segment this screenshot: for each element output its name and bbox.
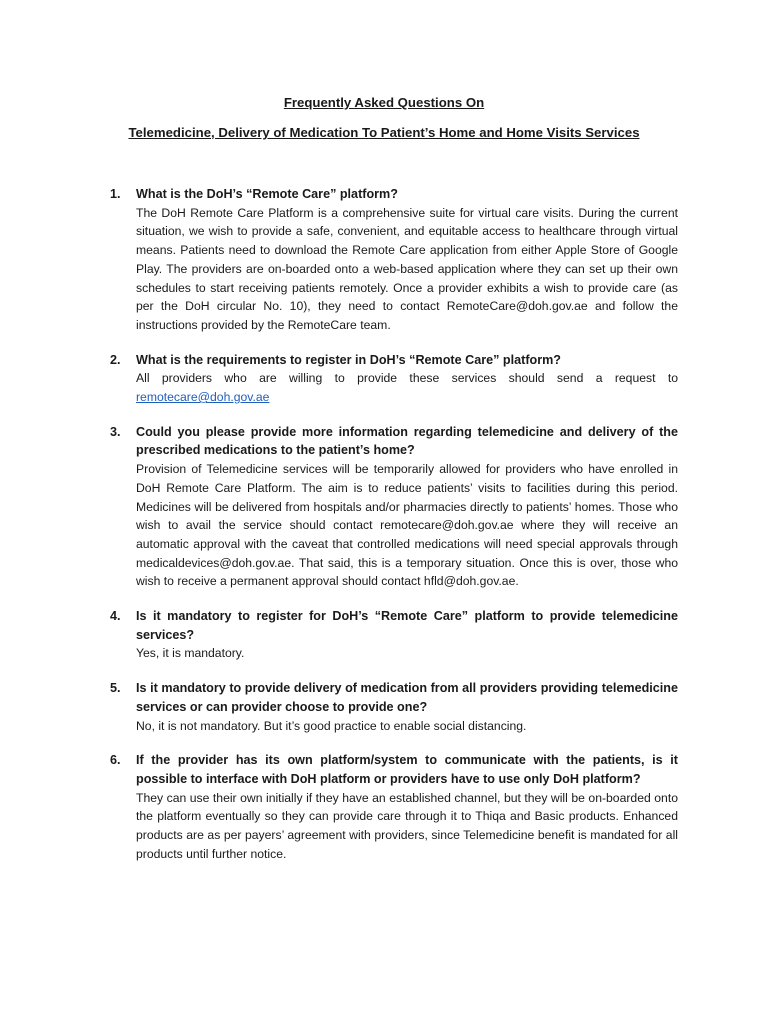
faq-answer: No, it is not mandatory. But it’s good practice to enable social distancing.	[136, 718, 527, 733]
faq-item-1	[110, 185, 678, 335]
faq-item-4	[110, 607, 678, 663]
faq-item-6	[110, 751, 678, 863]
faq-number: 3.	[110, 424, 121, 439]
email-link[interactable]: remotecare@doh.gov.ae	[136, 390, 270, 405]
faq-answer: Yes, it is mandatory.	[136, 646, 245, 661]
faq-answer: Provision of Telemedicine services will be temporarily allowed for providers who have enrolled in DoH Remote Care Platform. The aim is to reduce patients’ visits to facilities during this period. Medicines will be delivered from hospitals and/or pharmacies directly to patients’ homes. Those who wish to avail the service should contact remotecare@doh.gov.ae where they will receive an automatic approval with the caveat that controlled medications will need special approvals through medicaldevices@doh.gov.ae. That said, this is a temporary situation. Once this is over, those who wish to receive a permanent approval should contact hfld@doh.gov.ae.	[136, 462, 678, 589]
document-subtitle: Telemedicine, Delivery of Medication To Patient’s Home and Home Visits Services	[128, 125, 640, 140]
faq-number: 1.	[110, 187, 121, 201]
faq-answer-text: All providers who are willing to provide these services should send a request to	[136, 371, 678, 386]
faq-number: 5.	[110, 681, 121, 696]
faq-answer: The DoH Remote Care Platform is a comprehensive suite for virtual care visits. During the current situation, we wish to provide a safe, convenient, and equitable access to healthcare through virtual means. Patients need to download the Remote Care application from either Apple Store of Google Play. The providers are on-boarded onto a web-based application where they can set up their own schedules to start receiving patients remotely. Once a provider exhibits a wish to provide care (as per the DoH circular No. 10), they need to contact RemoteCare@doh.gov.ae and follow the instructions provided by the RemoteCare team.	[136, 205, 678, 332]
faq-item-3	[110, 423, 678, 591]
faq-number: 4.	[110, 609, 121, 624]
faq-question: Is it mandatory to provide delivery of medication from all providers providing telemedicine services or can provider choose to provide one?	[136, 681, 678, 714]
document-title: Frequently Asked Questions On	[283, 95, 485, 110]
faq-answer: They can use their own initially if they have an established channel, but they will be on-boarded onto the platform eventually so they can provide care through it to Thiqa and Basic products. Enhanced products are as per payers’ agreement with providers, since Telemedicine benefit is mandated for all products until further notice.	[136, 790, 678, 861]
faq-number: 2.	[110, 352, 121, 367]
faq-question: Is it mandatory to register for DoH’s “Remote Care” platform to provide telemedicine services?	[136, 609, 678, 642]
faq-item-2	[110, 351, 678, 407]
faq-question: Could you please provide more information regarding telemedicine and delivery of the prescribed medications to the patient’s home?	[136, 424, 678, 458]
faq-question: What is the DoH’s “Remote Care” platform?	[136, 187, 398, 201]
faq-number: 6.	[110, 753, 121, 768]
faq-answer	[136, 369, 678, 406]
faq-list	[110, 185, 678, 880]
faq-question: If the provider has its own platform/system to communicate with the patients, is it possible to interface with DoH platform or providers have to use only DoH platform?	[136, 753, 678, 786]
faq-item-5	[110, 679, 678, 735]
faq-question: What is the requirements to register in DoH’s “Remote Care” platform?	[136, 352, 561, 367]
